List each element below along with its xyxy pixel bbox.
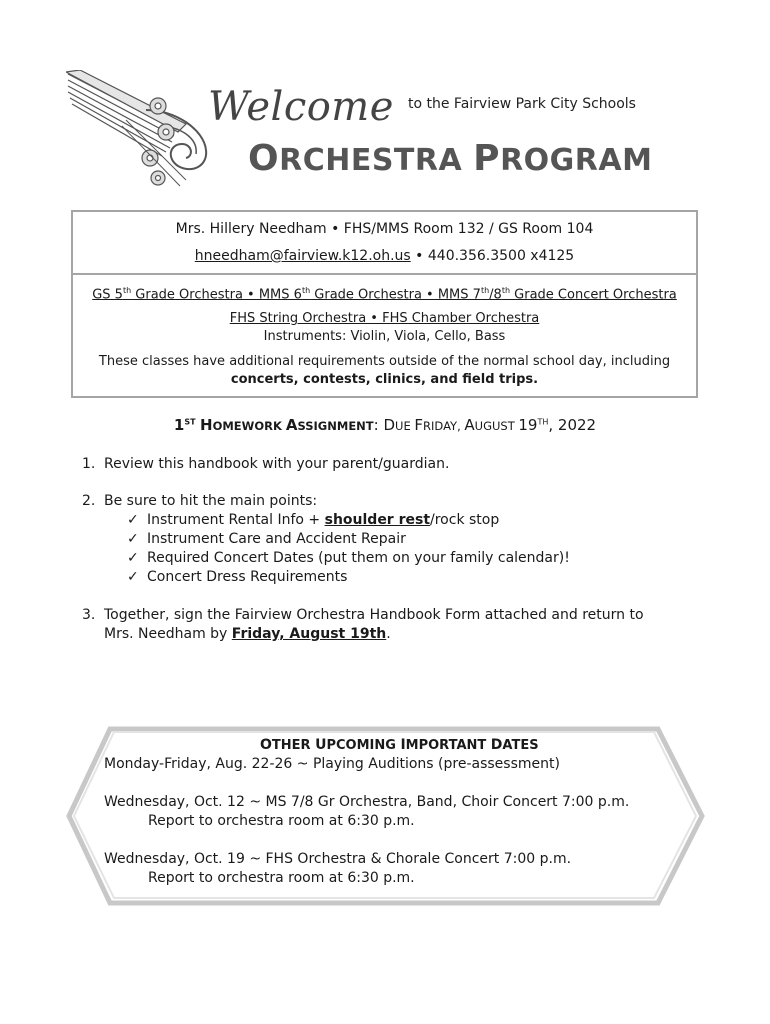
check-text: Instrument Rental Info + xyxy=(147,512,325,528)
list-text: Together, sign the Fairview Orchestra Handbook Form attached and return to xyxy=(104,607,644,623)
title-part: MPORTANT xyxy=(405,738,491,753)
list-item xyxy=(82,456,449,472)
date-entry-3-note: Report to orchestra room at 6:30 p.m. xyxy=(148,870,415,886)
heading-part: RIDAY, xyxy=(423,419,465,433)
title-part: O xyxy=(260,737,272,753)
course-text: GS 5 xyxy=(92,287,123,303)
check-icon: ✓ xyxy=(127,550,139,566)
violin-scroll-illustration xyxy=(66,70,216,190)
course-line-2: FHS String Orchestra • FHS Chamber Orchestra xyxy=(229,311,540,326)
list-number: 1. xyxy=(82,456,96,472)
dates-title xyxy=(260,737,539,753)
title-part: THER xyxy=(271,738,316,753)
program-title xyxy=(248,138,652,179)
check-text-bold: shoulder rest xyxy=(324,512,431,528)
list-item xyxy=(82,493,317,509)
checklist-item xyxy=(127,512,499,528)
course-text: Grade Orchestra • MMS 6 xyxy=(131,287,302,303)
ordinal-sup: th xyxy=(122,286,132,295)
date-entry-3: Wednesday, Oct. 19 ~ FHS Orchestra & Chorale Concert 7:00 p.m. xyxy=(104,851,572,867)
title-initial: P xyxy=(473,138,501,179)
title-initial: O xyxy=(248,138,280,179)
list-text-bold: Friday, August 19th xyxy=(231,626,387,642)
course-text: Grade Orchestra • MMS 7 xyxy=(310,287,481,303)
list-item-continuation xyxy=(104,626,391,642)
check-text: Concert Dress Requirements xyxy=(147,569,348,585)
title-part: U xyxy=(315,737,327,753)
heading-part: : xyxy=(373,416,384,434)
check-text: Instrument Care and Accident Repair xyxy=(147,531,406,547)
list-number: 2. xyxy=(82,493,96,509)
course-text: /8 xyxy=(489,287,502,303)
requirements-bold-line: concerts, contests, clinics, and field trips. xyxy=(230,372,539,387)
date-entry-2: Wednesday, Oct. 12 ~ MS 7/8 Gr Orchestra, Band, Choir Concert 7:00 p.m. xyxy=(104,794,630,810)
title-part: ATES xyxy=(502,738,539,753)
ordinal-sup: th xyxy=(501,286,511,295)
list-text: . xyxy=(386,626,391,642)
heading-part: A xyxy=(285,416,298,434)
course-text: Grade Concert Orchestra xyxy=(510,287,677,303)
list-text: Be sure to hit the main points: xyxy=(104,493,318,509)
checklist-item xyxy=(127,531,406,547)
heading-part: 19 xyxy=(518,416,538,434)
title-part: D xyxy=(490,737,503,753)
heading-part: SSIGNMENT xyxy=(297,419,374,433)
ordinal-sup: th xyxy=(480,286,490,295)
heading-part: , 2022 xyxy=(548,416,597,434)
heading-part: H xyxy=(200,416,213,434)
date-entry-2-note: Report to orchestra room at 6:30 p.m. xyxy=(148,813,415,829)
requirements-line: These classes have additional requirements outside of the normal school day, including xyxy=(98,354,671,369)
ordinal-sup: th xyxy=(301,286,311,295)
heading-part: UGUST xyxy=(474,419,519,433)
list-text: Review this handbook with your parent/guardian. xyxy=(104,456,450,472)
title-part: I xyxy=(400,737,406,753)
heading-part: OMEWORK xyxy=(212,419,286,433)
heading-part: F xyxy=(414,416,424,434)
instruments-line: Instruments: Violin, Viola, Cello, Bass xyxy=(263,329,506,344)
contact-line xyxy=(73,248,696,264)
title-rest: ROGRAM xyxy=(500,143,653,178)
heading-part: D xyxy=(383,416,396,434)
date-entry-1: Monday-Friday, Aug. 22-26 ~ Playing Auditions (pre-assessment) xyxy=(104,756,560,772)
check-text: Required Concert Dates (put them on your family calendar)! xyxy=(147,550,570,566)
check-icon: ✓ xyxy=(127,512,139,528)
check-icon: ✓ xyxy=(127,569,139,585)
list-text: Mrs. Needham by xyxy=(104,626,232,642)
checklist-item xyxy=(127,569,347,585)
checklist-item xyxy=(127,550,570,566)
list-item xyxy=(82,607,644,623)
teacher-line: Mrs. Hillery Needham • FHS/MMS Room 132 / GS Room 104 xyxy=(175,221,594,237)
list-number: 3. xyxy=(82,607,96,623)
heading-part: ST xyxy=(184,417,196,427)
heading-part: 1 xyxy=(173,416,185,434)
course-line-1 xyxy=(73,286,696,302)
email-link[interactable]: hneedham@fairview.k12.oh.us xyxy=(194,248,411,264)
title-rest: RCHESTRA xyxy=(279,143,474,178)
heading-part: A xyxy=(464,416,475,434)
welcome-subtitle: to the Fairview Park City Schools xyxy=(408,96,636,112)
check-text: /rock stop xyxy=(430,512,500,528)
heading-part: TH xyxy=(537,417,549,427)
check-icon: ✓ xyxy=(127,531,139,547)
heading-part: UE xyxy=(395,419,415,433)
contact-box xyxy=(71,210,698,275)
courses-box xyxy=(71,273,698,398)
phone-text: • 440.356.3500 x4125 xyxy=(410,248,575,264)
welcome-script-title: Welcome xyxy=(208,84,394,130)
title-part: PCOMING xyxy=(326,738,401,753)
homework-heading xyxy=(0,416,770,434)
